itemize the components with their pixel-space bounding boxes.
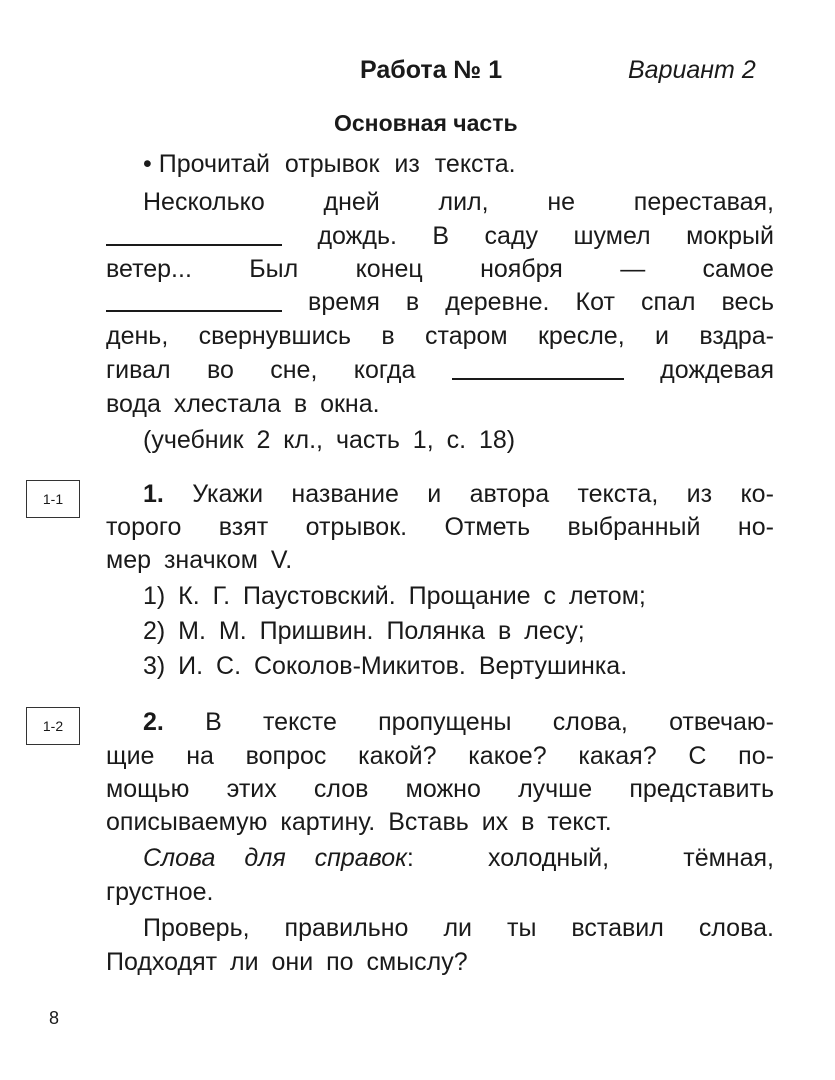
- word: лил,: [438, 188, 489, 216]
- task2-line-3: [106, 773, 774, 806]
- word: в: [381, 322, 395, 350]
- work-title: Работа № 1: [360, 56, 503, 84]
- word: щие: [106, 742, 155, 770]
- variant-label: Вариант 2: [628, 56, 756, 84]
- word: из: [686, 480, 713, 508]
- word: ноября: [480, 255, 563, 283]
- word: какой?: [358, 742, 437, 770]
- word: отрывок.: [305, 513, 408, 541]
- page-number: 8: [49, 1008, 60, 1028]
- word: в: [405, 288, 420, 316]
- task2-hint-line: [143, 842, 774, 875]
- word: мощью: [106, 775, 190, 803]
- word: ли: [443, 914, 473, 942]
- word: Кот: [575, 288, 615, 316]
- word: Был: [249, 255, 299, 283]
- word: отвечаю-: [669, 708, 774, 736]
- task1-line-2: [106, 511, 774, 544]
- word: самое: [702, 255, 774, 283]
- task1-option-1[interactable]: 1) К. Г. Паустовский. Прощание с летом;: [143, 582, 646, 610]
- task1-code-box: 1-1: [26, 480, 80, 518]
- word: мокрый: [686, 222, 774, 250]
- word: окна.: [320, 390, 380, 418]
- word: старом: [425, 322, 508, 350]
- word: но-: [737, 513, 774, 541]
- word: и: [427, 480, 442, 508]
- word: представить: [629, 775, 774, 803]
- task2-number: 2.: [143, 708, 164, 736]
- word: весь: [721, 288, 774, 316]
- word: слова,: [552, 708, 628, 736]
- word: С: [688, 742, 707, 770]
- task1-option-3[interactable]: 3) И. С. Соколов-Микитов. Вертушинка.: [143, 652, 628, 680]
- word: Укажи: [192, 480, 264, 508]
- word: лучше: [518, 775, 593, 803]
- word: вставил: [571, 914, 664, 942]
- passage-line-4: [106, 286, 774, 319]
- passage-line-2: [106, 220, 774, 253]
- passage-line-1: [143, 186, 774, 219]
- word: этих: [226, 775, 277, 803]
- word: вздра-: [699, 322, 774, 350]
- passage-line-3: [106, 253, 774, 286]
- task2-check-line-1: [143, 912, 774, 945]
- word: шумел: [573, 222, 651, 250]
- word: не: [547, 188, 576, 216]
- task1-line-3: мер значком V.: [106, 546, 293, 574]
- task1-number: 1.: [143, 480, 164, 508]
- word: правильно: [284, 914, 409, 942]
- word: когда: [353, 356, 416, 384]
- passage-line-6: [106, 354, 774, 387]
- word: в: [293, 390, 308, 418]
- hint-word: холодный,: [488, 844, 610, 872]
- passage-line-5: [106, 320, 774, 353]
- word: переставая,: [633, 188, 774, 216]
- intro-instruction: [143, 148, 516, 181]
- task1-option-2[interactable]: 2) М. М. Пришвин. Полянка в лесу;: [143, 617, 585, 645]
- word: какая?: [578, 742, 657, 770]
- word: текста,: [577, 480, 659, 508]
- hint-word: тёмная,: [683, 844, 774, 872]
- answer-blank-3[interactable]: [452, 354, 624, 380]
- word: вода: [106, 390, 161, 418]
- word: конец: [355, 255, 423, 283]
- word: гивал: [106, 356, 171, 384]
- intro-text: Прочитай отрывок из текста.: [158, 150, 516, 178]
- passage-source: (учебник 2 кл., часть 1, с. 18): [143, 426, 516, 454]
- word: ветер...: [106, 255, 192, 283]
- task2-line-1: [143, 706, 774, 739]
- word: В: [205, 708, 222, 736]
- word: саду: [484, 222, 539, 250]
- task2-hint-line-2: грустное.: [106, 878, 214, 906]
- bullet-icon: •: [143, 150, 152, 178]
- word: ты: [507, 914, 537, 942]
- word: автора: [469, 480, 550, 508]
- task2-line-4: описываемую картину. Вставь их в текст.: [106, 808, 612, 836]
- word: название: [291, 480, 399, 508]
- word: выбранный: [567, 513, 701, 541]
- word: на: [186, 742, 214, 770]
- word: В: [432, 222, 450, 250]
- hint-label: Слова для справок:: [143, 844, 414, 872]
- word: ко-: [740, 480, 774, 508]
- word: пропущены: [378, 708, 512, 736]
- word: торого: [106, 513, 182, 541]
- word: сне,: [270, 356, 318, 384]
- word: спал: [640, 288, 696, 316]
- word: Отметь: [444, 513, 531, 541]
- passage-line-7: [106, 388, 380, 421]
- word: дней: [323, 188, 380, 216]
- word: день,: [106, 322, 169, 350]
- task1-line-1: [143, 478, 774, 511]
- word: можно: [405, 775, 481, 803]
- word: слов: [313, 775, 369, 803]
- word: хлестала: [173, 390, 281, 418]
- word: Проверь,: [143, 914, 250, 942]
- word: тексте: [263, 708, 337, 736]
- word: —: [620, 255, 646, 283]
- answer-blank-2[interactable]: [106, 286, 282, 312]
- word: кресле,: [537, 322, 625, 350]
- word: слова.: [698, 914, 774, 942]
- section-title: Основная часть: [334, 110, 518, 136]
- word: по-: [738, 742, 774, 770]
- word: свернувшись: [198, 322, 352, 350]
- word: Несколько: [143, 188, 265, 216]
- word: во: [206, 356, 234, 384]
- task2-check-line-2: Подходят ли они по смыслу?: [106, 948, 468, 976]
- task2-code-box: 1-2: [26, 707, 80, 745]
- word: вопрос: [245, 742, 327, 770]
- word: дождь.: [317, 222, 397, 250]
- word: дождевая: [660, 356, 774, 384]
- answer-blank-1[interactable]: [106, 220, 282, 246]
- word: деревне.: [445, 288, 550, 316]
- word: и: [655, 322, 669, 350]
- word: время: [308, 288, 380, 316]
- task2-line-2: [106, 740, 774, 773]
- word: взят: [218, 513, 269, 541]
- word: какое?: [468, 742, 547, 770]
